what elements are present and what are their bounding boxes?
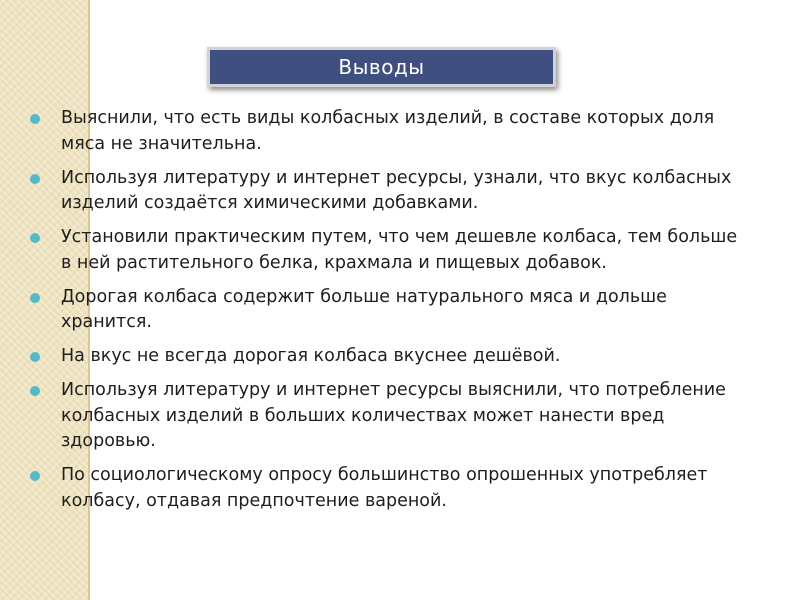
bullet-item	[30, 285, 740, 336]
bullet-item	[30, 344, 740, 370]
bullet-list	[30, 106, 740, 523]
bullet-text: По социологическому опросу большинство опрошенных употребляет колбасу, отдавая предпочтение вареной.	[61, 465, 708, 511]
slide-title: Выводы	[338, 55, 425, 79]
bullet-text: Установили практическим путем, что чем дешевле колбаса, тем больше в ней растительного белка, крахмала и пищевых добавок.	[61, 227, 738, 273]
bullet-item	[30, 166, 740, 217]
bullet-text: Используя литературу и интернет ресурсы, узнали, что вкус колбасных изделий создаётся химическими добавками.	[61, 167, 732, 213]
bullet-text: Дорогая колбаса содержит больше натурального мяса и дольше хранится.	[61, 286, 667, 332]
bullet-item	[30, 106, 740, 157]
bullet-dot-icon	[30, 233, 40, 243]
bullet-dot-icon	[30, 386, 40, 396]
bullet-text: Используя литературу и интернет ресурсы выяснили, что потребление колбасных изделий в больших количествах может нанести вред здоровью.	[61, 380, 726, 451]
bullet-text: На вкус не всегда дорогая колбаса вкуснее дешёвой.	[61, 346, 561, 366]
bullet-item	[30, 463, 740, 514]
bullet-dot-icon	[30, 293, 40, 303]
bullet-item	[30, 225, 740, 276]
title-box	[207, 47, 556, 87]
bullet-dot-icon	[30, 471, 40, 481]
bullet-dot-icon	[30, 114, 40, 124]
bullet-dot-icon	[30, 174, 40, 184]
bullet-item	[30, 378, 740, 455]
bullet-dot-icon	[30, 352, 40, 362]
bullet-text: Выяснили, что есть виды колбасных изделий, в составе которых доля мяса не значительна.	[61, 108, 715, 154]
